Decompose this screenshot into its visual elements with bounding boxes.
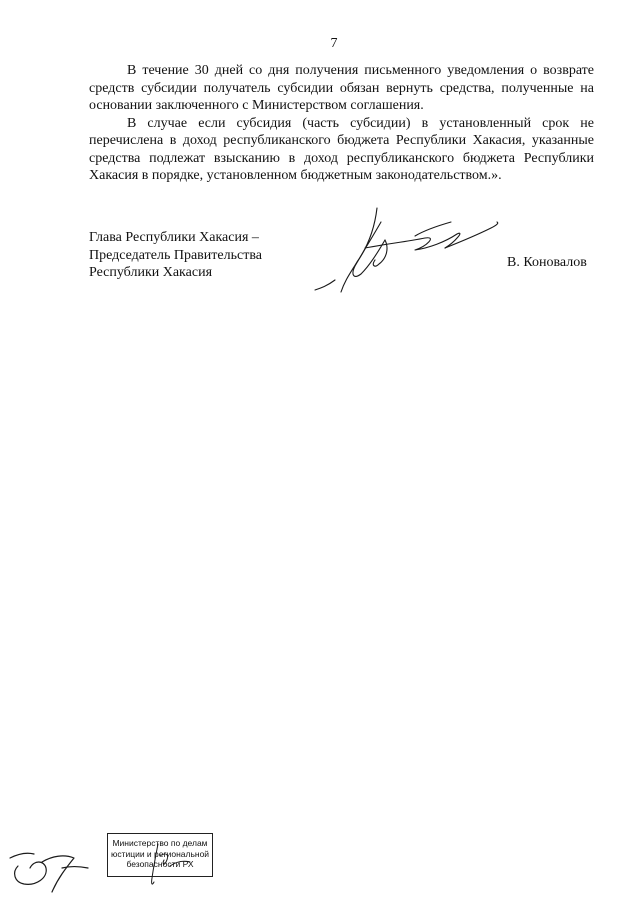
signatory-title-line: Глава Республики Хакасия – (89, 230, 259, 245)
stamp-line: Министерство по делам (112, 838, 208, 848)
signatory-title-line: Председатель Правительства (89, 247, 262, 263)
paragraph-recovery: В случае если субсидия (часть субсидии) в установленный срок не перечислена в доход республиканского бюджета Республики Хакасия, указанные средства подлежат взысканию в доход республиканского бюджета Республики Хакасия в порядке, установленном бюджетным законодательством.». (89, 115, 594, 183)
stamp-line: безопасности РХ (126, 859, 194, 869)
signatory-title (89, 229, 262, 282)
handwritten-signature (305, 200, 505, 300)
signatory-title-line: Республики Хакасия (89, 265, 213, 280)
document-body (89, 62, 594, 185)
signatory-name: В. Коновалов (507, 255, 587, 270)
stamp-signature (140, 838, 210, 888)
handwritten-initials (8, 838, 98, 898)
paragraph-refund-deadline: В течение 30 дней со дня получения письменного уведомления о возврате средств субсидии получатель субсидии обязан вернуть средства, полученные на основании заключенного с Министерством соглашения. (89, 63, 594, 113)
stamp-line: юстиции и региональной (110, 848, 210, 859)
page-number: 7 (330, 36, 338, 51)
